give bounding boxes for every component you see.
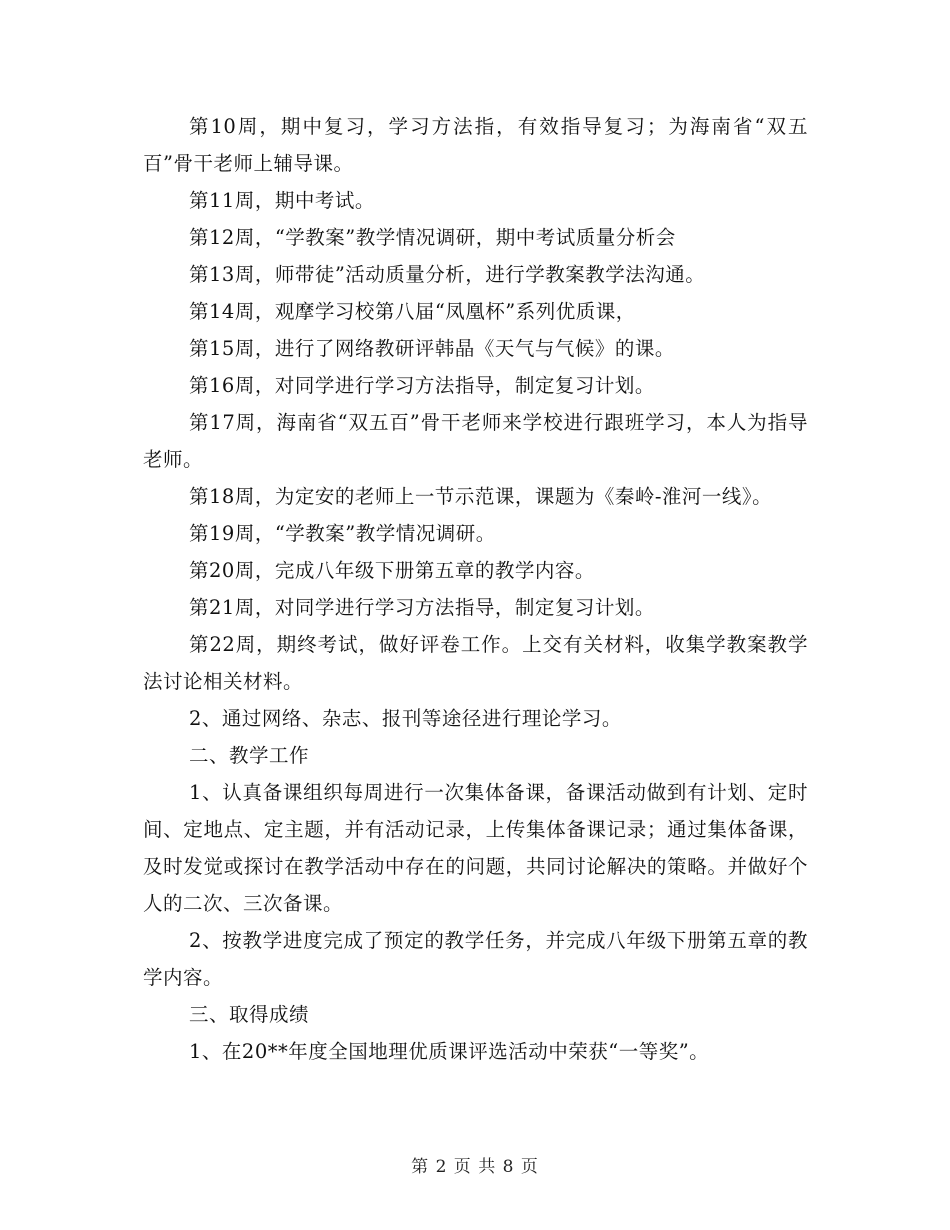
paragraph-teaching-progress: 2、按教学进度完成了预定的教学任务，并完成八年级下册第五章的教学内容。 (143, 929, 808, 989)
paragraph-week-22: 第22周，期终考试，做好评卷工作。上交有关材料，收集学教案教学法讨论相关材料。 (143, 633, 808, 693)
paragraph-week-14: 第14周，观摩学习校第八届“凤凰杯”系列优质课， (189, 300, 636, 323)
section-heading-achievements: 三、取得成绩 (189, 1003, 310, 1026)
paragraph-week-17: 第17周，海南省“双五百”骨干老师来学校进行跟班学习，本人为指导老师。 (143, 411, 808, 471)
paragraph-week-11: 第11周，期中考试。 (189, 189, 375, 212)
paragraph-week-15: 第15周，进行了网络教研评韩晶《天气与气候》的课。 (189, 337, 675, 360)
paragraph-award: 1、在20**年度全国地理优质课评选活动中荣获“一等奖”。 (189, 1040, 710, 1063)
paragraph-week-10: 第10周，期中复习，学习方法指，有效指导复习；为海南省“双五百”骨干老师上辅导课。 (143, 115, 808, 175)
section-heading-teaching-work: 二、教学工作 (189, 744, 310, 767)
paragraph-week-12: 第12周，“学教案”教学情况调研，期中考试质量分析会 (189, 226, 676, 249)
paragraph-week-16: 第16周，对同学进行学习方法指导，制定复习计划。 (189, 374, 655, 397)
paragraph-week-18: 第18周，为定安的老师上一节示范课，课题为《秦岭-淮河一线》。 (189, 485, 773, 508)
paragraph-week-21: 第21周，对同学进行学习方法指导，制定复习计划。 (189, 596, 655, 619)
paragraph-week-20: 第20周，完成八年级下册第五章的教学内容。 (189, 559, 595, 582)
paragraph-week-13: 第13周，师带徒”活动质量分析，进行学教案教学法沟通。 (189, 263, 706, 286)
page-number-footer: 第 2 页 共 8 页 (411, 1157, 539, 1177)
document-body (143, 108, 808, 1070)
paragraph-theory-study: 2、通过网络、杂志、报刊等途径进行理论学习。 (189, 707, 622, 730)
paragraph-week-19: 第19周，“学教案”教学情况调研。 (189, 522, 496, 545)
paragraph-collective-lesson-prep: 1、认真备课组织每周进行一次集体备课，备课活动做到有计划、定时间、定地点、定主题，并有活动记录，上传集体备课记录；通过集体备课，及时发觉或探讨在教学活动中存在的问题，共同讨论解决的策略。并做好个人的二次、三次备课。 (143, 781, 808, 915)
